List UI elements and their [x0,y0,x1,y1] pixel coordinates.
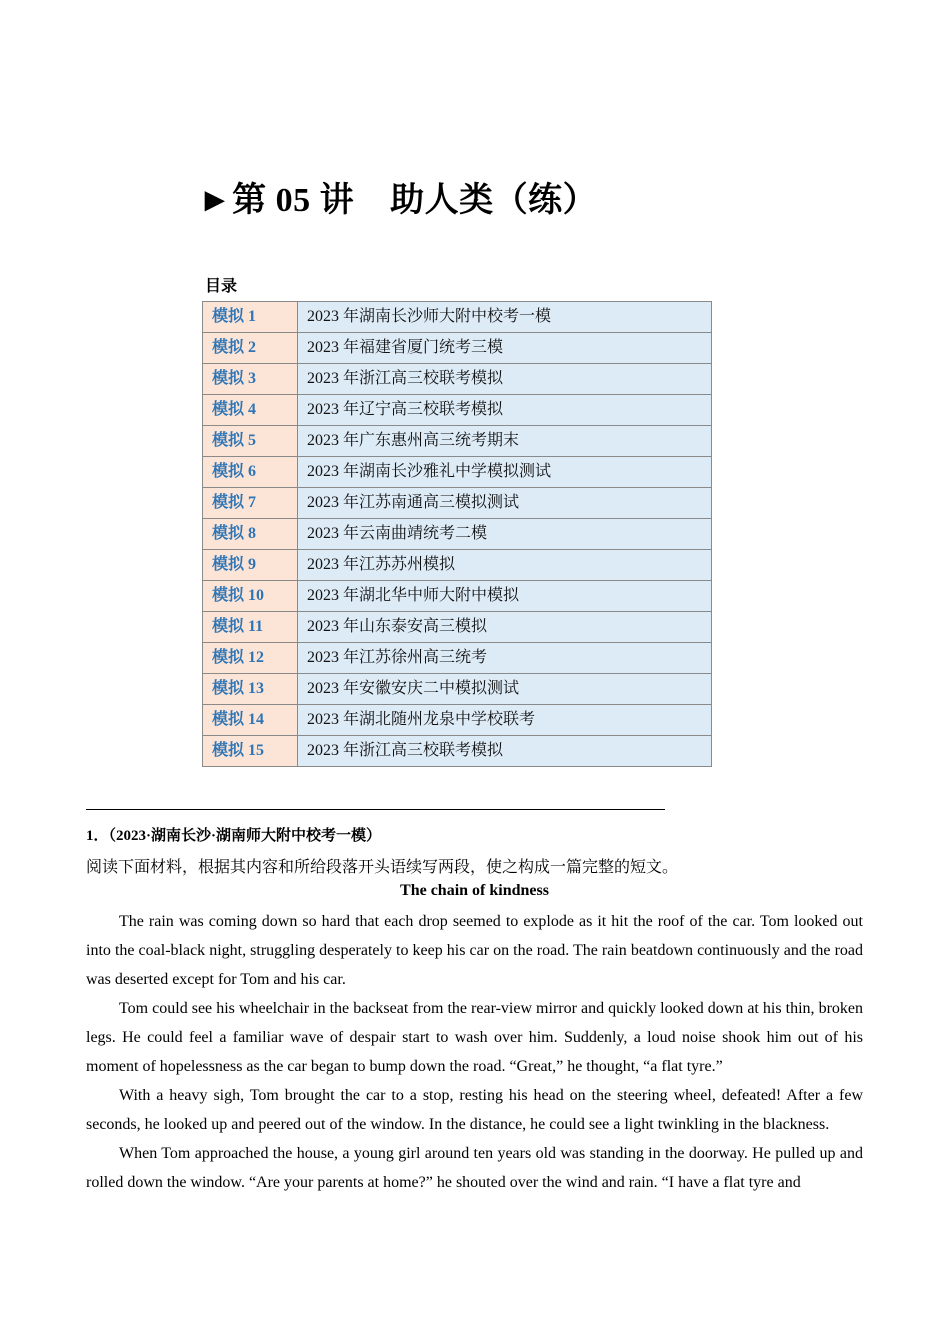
toc-description: 2023 年辽宁高三校联考模拟 [298,395,712,426]
page-title: ►第 05 讲 助人类（练） [198,182,598,219]
toc-label: 目录 [205,278,238,295]
toc-table [202,301,712,767]
story-paragraph: Tom could see his wheelchair in the backseat from the rear-view mirror and quickly looked down at his thin, broken legs. He could feel a familiar wave of despair start to wash over him. Suddenly, a loud noise shook him out of his moment of hopelessness as the car began to bump down the road. “Great,” he thought, “a flat tyre.” [86,1000,863,1075]
toc-description: 2023 年江苏苏州模拟 [298,550,712,581]
toc-row [203,519,712,550]
toc-link[interactable]: 模拟 15 [203,736,298,767]
toc-row [203,333,712,364]
toc-row [203,302,712,333]
toc-description: 2023 年安徽安庆二中模拟测试 [298,674,712,705]
question-heading: 1．（2023·湖南长沙·湖南师大附中校考一模） [86,828,382,844]
toc-row [203,550,712,581]
toc-link[interactable]: 模拟 10 [203,581,298,612]
toc-description: 2023 年湖北随州龙泉中学校联考 [298,705,712,736]
toc-link[interactable]: 模拟 8 [203,519,298,550]
toc-link[interactable]: 模拟 4 [203,395,298,426]
toc-description: 2023 年广东惠州高三统考期末 [298,426,712,457]
toc-row [203,612,712,643]
story-paragraph: When Tom approached the house, a young girl around ten years old was standing in the doorway. He pulled up and rolled down the window. “Are your parents at home?” he shouted over the wind and rain. “I have a flat tyre and [86,1145,863,1191]
toc-link[interactable]: 模拟 2 [203,333,298,364]
toc-row [203,364,712,395]
toc-description: 2023 年浙江高三校联考模拟 [298,364,712,395]
toc-description: 2023 年湖南长沙师大附中校考一模 [298,302,712,333]
toc-description: 2023 年江苏南通高三模拟测试 [298,488,712,519]
toc-row [203,643,712,674]
toc-link[interactable]: 模拟 11 [203,612,298,643]
toc-row [203,581,712,612]
story-title: The chain of kindness [400,882,549,899]
toc-link[interactable]: 模拟 1 [203,302,298,333]
toc-description: 2023 年云南曲靖统考二模 [298,519,712,550]
toc-row [203,705,712,736]
toc-description: 2023 年福建省厦门统考三模 [298,333,712,364]
question-instruction: 阅读下面材料，根据其内容和所给段落开头语续写两段，使之构成一篇完整的短文。 [86,859,679,876]
story-body [86,907,863,1197]
toc-link[interactable]: 模拟 14 [203,705,298,736]
toc-link[interactable]: 模拟 9 [203,550,298,581]
toc-row [203,736,712,767]
story-paragraph: With a heavy sigh, Tom brought the car to a stop, resting his head on the steering wheel, defeated! After a few seconds, he looked up and peered out of the window. In the distance, he could see a light twinkling in the blackness. [86,1087,863,1133]
toc-link[interactable]: 模拟 12 [203,643,298,674]
toc-row [203,674,712,705]
toc-row [203,426,712,457]
toc-row [203,395,712,426]
story-paragraph: The rain was coming down so hard that each drop seemed to explode as it hit the roof of the car. Tom looked out into the coal-black night, struggling desperately to keep his car on the road. The rain beatdown continuously and the road was deserted except for Tom and his car. [86,913,863,988]
toc-description: 2023 年山东泰安高三模拟 [298,612,712,643]
toc-description: 2023 年湖北华中师大附中模拟 [298,581,712,612]
toc-description: 2023 年江苏徐州高三统考 [298,643,712,674]
toc-link[interactable]: 模拟 3 [203,364,298,395]
toc-link[interactable]: 模拟 7 [203,488,298,519]
toc-link[interactable]: 模拟 13 [203,674,298,705]
toc-row [203,457,712,488]
toc-link[interactable]: 模拟 6 [203,457,298,488]
toc-link[interactable]: 模拟 5 [203,426,298,457]
divider [86,809,665,810]
toc-description: 2023 年浙江高三校联考模拟 [298,736,712,767]
toc-description: 2023 年湖南长沙雅礼中学模拟测试 [298,457,712,488]
toc-row [203,488,712,519]
